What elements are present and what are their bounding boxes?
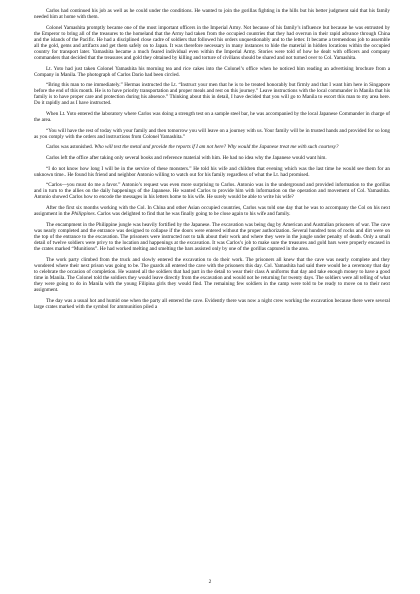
paragraph [34,144,390,150]
paragraph: “Bring this man to me immediately.” Hermas instructed the Lt. “Instruct your men that he is to be treated honorably but firmly and that I want him here in Singapore before the end of this month. He is to have priority transportation and proper meals and rest on this journey.” Leave instructions with the local commander in Manila that his family is to have proper care and protection during his absence.” Thinking about this in detail, I have decided that you will go to Manila to escort this man to my area here. Do it rapidly and as I have instructed. [34,82,390,107]
paragraph-italic-text: Who will test the metal and provide the reports if I am not here? Why would the Japanese treat me with such courtesy? [94,144,339,151]
paragraph: When Lt. Yoto entered the laboratory where Carlos was doing a strength test on a sample steel bar, he was accompanied by the local Japanese Commander in charge of the area. [34,111,390,124]
paragraph [34,205,390,217]
paragraph: “You will have the rest of today with your family and then tomorrow you will leave on a journey with us. Your family will be in trusted hands and provided for so long as you comply with the orders and instructions from Colonel Yamashita.” [34,127,390,140]
paragraph-italic-text: Philippines [71,211,95,218]
paragraph: The work party climbed from the truck and slowly entered the excavation to do their work. The prisoners all knew that the cave was nearly complete and they wondered where their next prison was going to be. The guards all entered the cave with the prisoners this day. Col. Yamashita had said there would be a ceremony that day to celebrate the occasion of completion. He wanted all the soldiers that had part in the detail to wear their class A uniforms that day and take enough money to have a good time in Manila. The Colonel told the soldiers they would leave directly from the excavation and would not be returning for twenty days. The soldiers were all telling of what they were going to do in Manila with the young Filipina girls they would find. The remaining few soldiers in the camp were told to be ready to move on to their next assignment. [34,256,390,293]
paragraph: Carlos left the office after taking only several books and reference material with him. He had no idea why the Japanese would want him. [46,155,327,162]
page-number: 2 [208,579,212,585]
paragraph: Colonel Yamashita promptly became one of the most important officers in the Imperial Army. Not because of his family’s influence but because he was entrusted by the Emperor to bring all of the treasures to the homeland that the Army had taken from the occupied countries that they had overrun in their rapid advance through China and the islands of the Pacific. He had a disciplined close cadre of soldiers that followed his orders unquestionably and to the letter. It became a tremendous job to assemble all the gold, gems and artifacts and get them safely on to Japan. It was therefore necessary in many instances to hide the material in hidden locations within the occupied country for transport later. Yamashita became a much feared individual even within the Imperial Army. Stories were told of how he dealt with officers and company commanders that decided that the treasures and gold they obtained by killing and torture of civilians should be shared and not turned over to Col. Yamashita. [34,24,390,61]
paragraph: “Carlos—you must do me a favor.” Antonio’s request was even more surprising to Carlos. Antonio was in the underground and provided information to the gorillas and in turn to the allies on the daily happenings of the Japanese. He wanted Carlos to provide him with information on the operation and movement of Col. Yamashita. Antonio showed Carlos how to encode the messages in his letters home to his wife. He surely would be able to write his wife? [34,182,390,201]
paragraph: Lt. Yoto had just taken Colonel Yamashita his morning tea and rice cakes into the Colonel’s office when he noticed him reading an advertising brochure from a Company in Manila. The photograph of Carlos Dario had been circled. [34,65,390,78]
paragraph: The day was a usual hot and humid one when the party all entered the cave. Evidently there was now a night crew working the excavation because there were several large crates marked with the symbol for ammunition piled a [34,297,390,310]
paragraph: The encampment in the Philippine jungle was heavily fortified by the Japanese. The excavation was being dug by American and Australian prisoners of war. The cave was nearly completed and the entrance was designed to collapse if the doors were entered without the proper authorization. Several hundred tons of rocks and dirt were on the top of the entrance to the excavation. The prisoners were instructed not to talk about their work and where they were in the jungle under penalty of death. Only a small detail of twelve soldiers were privy to the location and happenings at the excavation. It was Carlos’s job to make sure the treasures and gold bars were properly encased in the crates marked “Munitions”. He had worked melting and smelting the bars assisted only by one of the gorillas captured in the area. [34,221,390,252]
paragraph-text-tail: . Carlos was delighted to find that he was finally going to be close again to his wife and family. [94,211,291,218]
paragraph: “I do not know how long I will be in the service of these monsters.” He told his wife and children that evening which was the last time he would see them for an unknown time.. He found his friend and neighbor Antonio willing to watch out for his family regardless of what the Lt. had promised. [34,165,390,178]
paragraph-text: Carlos was astonished. [46,144,95,151]
paragraph-text: After the first six months working with the Col. In China and other Asian occupied countries, Carlos was told one day that he was to accompany the Col on his next assignment in the [34,205,390,218]
document-page [34,8,390,314]
paragraph: Carlos had continued his job as well as he could under the conditions. He wanted to join the gorillas fighting in the hills but his better judgment said that his family needed him at home with them. [34,8,390,21]
